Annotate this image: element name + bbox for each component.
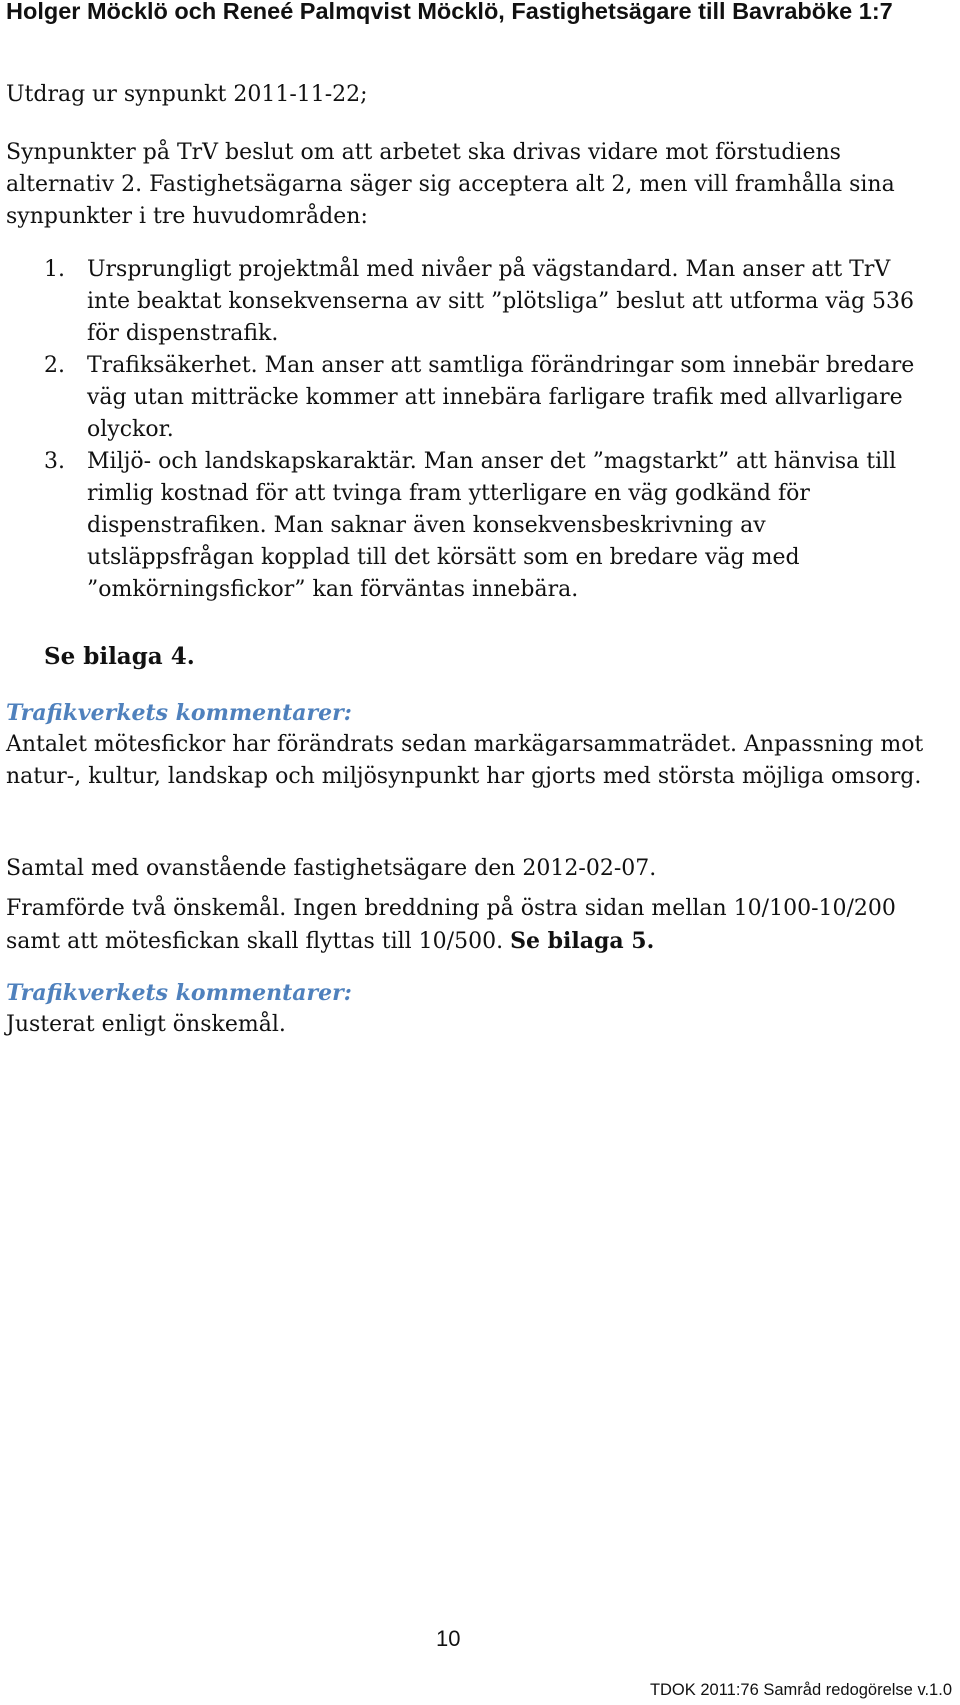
comment-paragraph: Justerat enligt önskemål.	[6, 1012, 286, 1037]
wishes-paragraph	[6, 893, 926, 958]
intro-paragraph: Synpunkter på TrV beslut om att arbetet ska drivas vidare mot förstudiens alternativ 2. Fastighetsägarna säger sig acceptera alt 2, men vill framhålla sina synpunkter i tre huvudområden:	[6, 140, 895, 229]
page-number: 10	[436, 1626, 461, 1651]
list-number: 3.	[44, 449, 65, 474]
list-item	[0, 254, 930, 350]
list-number: 1.	[44, 257, 65, 282]
attachment-reference: Se bilaga 5.	[510, 928, 655, 954]
wishes-text: Framförde två önskemål. Ingen breddning på östra sidan mellan 10/100-10/200 samt att mötesfickan skall flyttas till 10/500.	[6, 896, 896, 954]
comment-paragraph: Antalet mötesfickor har förändrats sedan markägarsammaträdet. Anpassning mot natur-, kultur, landskap och miljösynpunkt har gjorts med största möjliga omsorg.	[6, 732, 924, 789]
points-list	[0, 254, 930, 606]
excerpt-line: Utdrag ur synpunkt 2011-11-22;	[6, 82, 368, 107]
meeting-line: Samtal med ovanstående fastighetsägare den 2012-02-07.	[6, 856, 657, 881]
document-footer: TDOK 2011:76 Samråd redogörelse v.1.0	[649, 1681, 952, 1699]
comment-heading: Trafikverkets kommentarer:	[6, 980, 352, 1006]
attachment-reference: Se bilaga 4.	[44, 643, 195, 670]
list-text: Trafiksäkerhet. Man anser att samtliga förändringar som innebär bredare väg utan mitträcke kommer att innebära farligare trafik med allvarligare olyckor.	[87, 353, 915, 442]
list-number: 2.	[44, 353, 65, 378]
list-item	[0, 446, 930, 606]
comment-heading: Trafikverkets kommentarer:	[6, 700, 352, 726]
section-heading: Holger Möcklö och Reneé Palmqvist Möcklö, Fastighetsägare till Bavraböke 1:7	[6, 0, 893, 24]
list-item	[0, 350, 930, 446]
list-text: Ursprungligt projektmål med nivåer på vägstandard. Man anser att TrV inte beaktat konsekvenserna av sitt ”plötsliga” beslut att utforma väg 536 för dispenstrafik.	[87, 257, 915, 346]
list-text: Miljö- och landskapskaraktär. Man anser det ”magstarkt” att hänvisa till rimlig kostnad för att tvinga fram ytterligare en väg godkänd för dispenstrafiken. Man saknar även konsekvensbeskrivning av utsläppsfrågan kopplad till det körsätt som en bredare väg med ”omkörningsfickor” kan förväntas innebära.	[87, 449, 897, 602]
